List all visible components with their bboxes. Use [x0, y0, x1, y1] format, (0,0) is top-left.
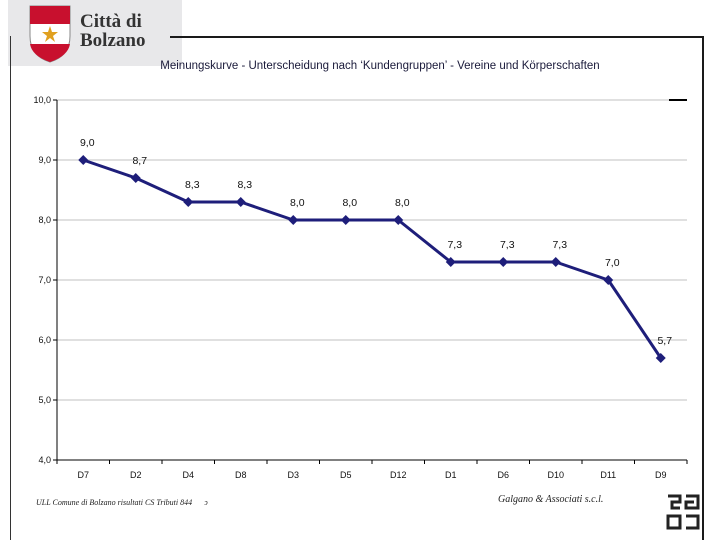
y-tick-label: 6,0: [38, 335, 51, 345]
y-tick-label: 9,0: [38, 155, 51, 165]
x-tick-label: D10: [547, 470, 565, 480]
logo-text-line2: Bolzano: [80, 30, 146, 51]
data-label: 8,0: [394, 197, 410, 209]
footer-note-text: ULL Comune di Bolzano risultati CS Tributi 844: [36, 498, 193, 507]
data-label: 7,3: [552, 239, 568, 251]
data-point: [341, 215, 351, 225]
axes: [53, 100, 687, 464]
data-label: 9,0: [79, 137, 95, 149]
data-labels: [80, 137, 672, 347]
y-tick-label: 5,0: [38, 395, 51, 405]
data-label: 7,3: [499, 239, 515, 251]
x-tick-label: D6: [497, 470, 510, 480]
footer-note-mark: ↄ: [204, 498, 208, 507]
logo-text-line1: Città di: [80, 11, 142, 32]
series-markers: [78, 155, 666, 363]
gridlines: [57, 100, 687, 400]
x-tick-label: D2: [129, 470, 142, 480]
y-tick-label: 4,0: [38, 455, 51, 465]
y-tick-label: 7,0: [38, 275, 51, 285]
data-point: [288, 215, 298, 225]
x-tick-label: D8: [234, 470, 247, 480]
data-label: 8,3: [237, 179, 253, 191]
data-label: 8,3: [184, 179, 200, 191]
data-label: 7,3: [447, 239, 463, 251]
y-tick-label: 10,0: [33, 95, 51, 105]
data-point: [498, 257, 508, 267]
data-point: [78, 155, 88, 165]
x-tick-label: D11: [600, 470, 617, 480]
series-polyline: [83, 160, 661, 358]
data-point: [236, 197, 246, 207]
data-label: 8,7: [132, 155, 148, 167]
chart-title: Meinungskurve - Unterscheidung nach ‘Kundengruppen’ - Vereine und Körperschaften: [160, 60, 600, 72]
x-tick-label: D4: [182, 470, 195, 480]
x-tick-label: D1: [444, 470, 457, 480]
data-point: [131, 173, 141, 183]
x-tick-label: D3: [287, 470, 300, 480]
series-line: [83, 160, 661, 358]
x-tick-label: D7: [77, 470, 90, 480]
data-point: [183, 197, 193, 207]
y-tick-label: 8,0: [38, 215, 51, 225]
x-tick-label: D5: [339, 470, 352, 480]
data-label: 7,0: [604, 257, 620, 269]
y-tick-labels: [33, 95, 51, 465]
x-tick-label: D12: [389, 470, 407, 480]
x-tick-label: D9: [654, 470, 667, 480]
data-point: [551, 257, 561, 267]
x-tick-labels: [77, 470, 666, 480]
company-logo-icon: [664, 492, 704, 532]
data-label: 8,0: [289, 197, 305, 209]
footer-note: [36, 498, 208, 507]
data-label: 5,7: [657, 335, 673, 347]
data-label: 8,0: [342, 197, 358, 209]
footer-company: Galgano & Associati s.c.l.: [498, 494, 604, 505]
